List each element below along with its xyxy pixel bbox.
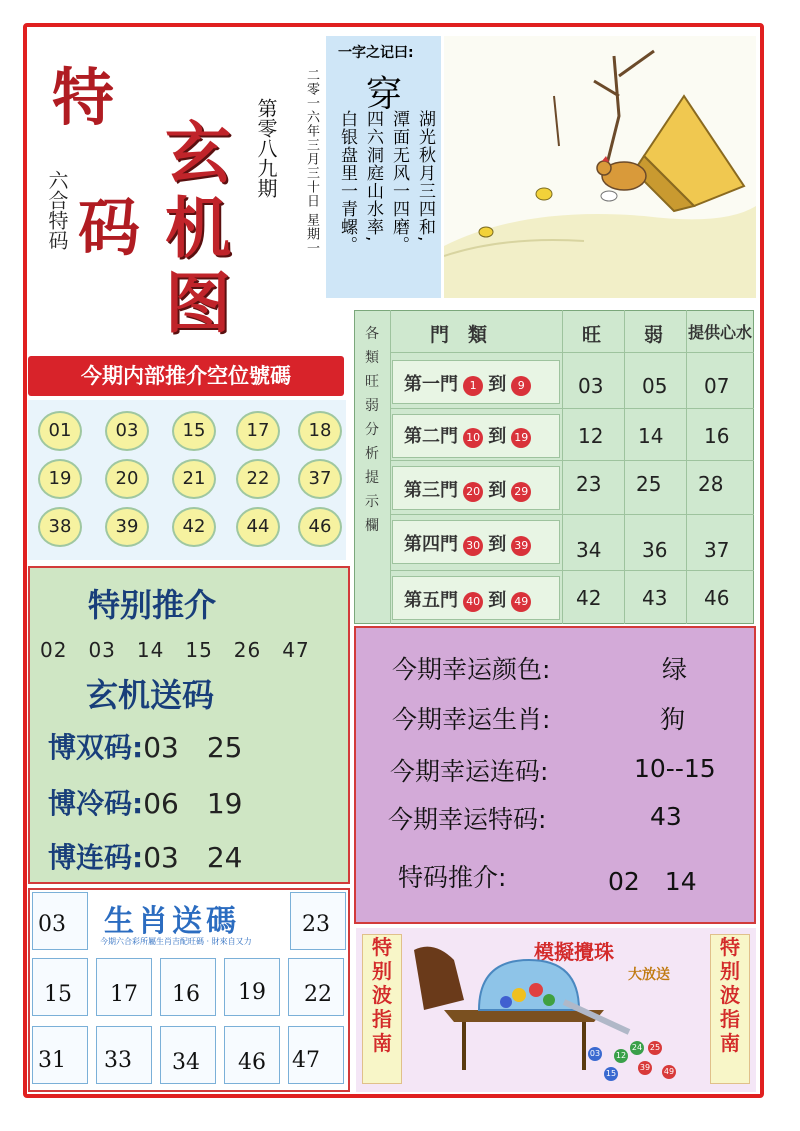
door-label: 第二門: [404, 426, 458, 447]
lottery-ball: 24: [630, 1041, 644, 1055]
poem-heading: 一字之记曰:: [338, 45, 414, 61]
guide-left-label: 特别波指南: [362, 934, 402, 1084]
te-tuijie-label: 特码推介:: [398, 863, 507, 892]
zodiac-number: 47: [292, 1048, 320, 1073]
title-tu: 图: [165, 264, 231, 342]
poem-lines: [337, 110, 438, 300]
number-ball: 01: [38, 411, 82, 451]
header-wang: 旺: [582, 324, 602, 346]
lucky-zodiac-value: 狗: [660, 705, 686, 734]
row-label: 博双码:: [48, 731, 144, 764]
side-char: 提: [365, 470, 379, 486]
zodiac-number: 33: [104, 1048, 132, 1073]
lucky-color-label: 今期幸运颜色:: [392, 655, 551, 684]
from-ball: 40: [463, 592, 483, 612]
door-label: 第五門: [404, 590, 458, 611]
lottery-ball: 25: [648, 1041, 662, 1055]
guide-subtitle: 大放送: [628, 967, 670, 983]
dao-text: 到: [488, 374, 507, 395]
table-divider: [390, 408, 754, 409]
dao-text: 到: [488, 534, 507, 555]
wang-value: 34: [576, 538, 602, 562]
door-row-label: [404, 476, 531, 502]
lucky-lian-label: 今期幸运连码:: [390, 757, 549, 786]
to-ball: 9: [511, 376, 531, 396]
lottery-ball: 49: [662, 1065, 676, 1079]
number-ball: 17: [236, 411, 280, 451]
title-xuan: 玄: [165, 114, 231, 192]
dao-text: 到: [488, 480, 507, 501]
ruo-value: 43: [642, 586, 668, 610]
lucky-lian-value: 10--15: [634, 754, 716, 783]
table-divider: [624, 310, 625, 624]
number-ball: 39: [105, 507, 149, 547]
from-ball: 20: [463, 482, 483, 502]
zodiac-number: 15: [44, 982, 72, 1007]
header-ruo: 弱: [644, 324, 664, 346]
side-char: 析: [365, 446, 379, 462]
number-ball: 15: [172, 411, 216, 451]
door-row-label: [404, 530, 531, 556]
table-divider: [390, 460, 754, 461]
poem-line: 潭面无风一四磨。: [389, 110, 409, 254]
chicken-illustration: [444, 36, 756, 298]
table-divider: [390, 352, 754, 353]
table-divider: [562, 310, 563, 624]
row-value: 03 25: [143, 731, 243, 764]
lottery-ball: 15: [604, 1067, 618, 1081]
zodiac-title: 生肖送碼: [104, 904, 240, 939]
recommend-title: 今期内部推介空位號碼: [81, 364, 291, 388]
from-ball: 1: [463, 376, 483, 396]
wang-value: 03: [578, 374, 604, 398]
lottery-ball: 03: [588, 1047, 602, 1061]
tip-value: 07: [704, 374, 730, 398]
wang-value: 23: [576, 472, 602, 496]
lucky-zodiac-label: 今期幸运生肖:: [392, 705, 551, 734]
ruo-value: 36: [642, 538, 668, 562]
to-ball: 29: [511, 482, 531, 502]
door-row-label: [404, 422, 531, 448]
te-tuijie-value: 02 14: [608, 867, 697, 896]
zodiac-number: 22: [304, 982, 332, 1007]
from-ball: 10: [463, 428, 483, 448]
door-row-label: [404, 586, 531, 612]
header-tip: 提供心水: [688, 323, 753, 342]
table-divider: [390, 514, 754, 515]
zodiac-number: 46: [238, 1050, 266, 1075]
side-char: 示: [365, 494, 379, 510]
issue-number: 第零八九期: [254, 98, 278, 198]
door-label: 第一門: [404, 374, 458, 395]
poem-line: 四六洞庭山水率,: [363, 110, 383, 243]
door-row-label: [404, 370, 531, 396]
side-char: 分: [365, 422, 379, 438]
liuhe-label: 六合特码: [45, 170, 69, 250]
number-ball: 38: [38, 507, 82, 547]
row-label: 博冷码:: [48, 787, 144, 820]
side-char: 弱: [365, 398, 379, 414]
side-char: 類: [365, 350, 379, 366]
guide-right-label: 特别波指南: [710, 934, 750, 1084]
number-ball: 37: [298, 459, 342, 499]
zodiac-number: 03: [38, 912, 66, 937]
to-ball: 19: [511, 428, 531, 448]
lucky-te-label: 今期幸运特码:: [388, 805, 547, 834]
door-side-label: [362, 322, 382, 538]
from-ball: 30: [463, 536, 483, 556]
bo-leng-row: [48, 782, 242, 822]
lottery-ball: 39: [638, 1061, 652, 1075]
table-divider: [686, 310, 687, 624]
ruo-value: 14: [638, 424, 664, 448]
issue-date: 二零一六年三月三十日 星期一: [304, 68, 319, 256]
number-ball: 46: [298, 507, 342, 547]
lottery-machine-icon: [404, 940, 704, 1090]
side-char: 旺: [365, 374, 379, 390]
number-ball: 22: [236, 459, 280, 499]
zodiac-subtitle: 今期六合彩所屬生肖吉配旺碼 · 財來自又力: [100, 937, 252, 946]
number-ball: 19: [38, 459, 82, 499]
ruo-value: 25: [636, 472, 662, 496]
tip-value: 16: [704, 424, 730, 448]
door-label: 第三門: [404, 480, 458, 501]
poem-line: 湖光秋月三四和,: [415, 110, 435, 243]
title-te: 特: [52, 61, 115, 134]
special-numbers: 02 03 14 15 26 47: [40, 638, 310, 662]
number-ball: 44: [236, 507, 280, 547]
hen-and-chicks-icon: [444, 36, 756, 298]
number-ball: 03: [105, 411, 149, 451]
bo-lian-row: [48, 836, 242, 876]
poem-character: 穿: [366, 74, 403, 115]
zodiac-number: 23: [302, 912, 330, 937]
zodiac-number: 16: [172, 982, 200, 1007]
side-char: 欄: [365, 518, 379, 534]
number-ball: 20: [105, 459, 149, 499]
zodiac-number: 17: [110, 982, 138, 1007]
side-char: 各: [365, 326, 379, 342]
tip-value: 46: [704, 586, 730, 610]
number-ball: 42: [172, 507, 216, 547]
bo-shuang-row: [48, 726, 242, 766]
wang-value: 42: [576, 586, 602, 610]
zodiac-number: 19: [238, 980, 266, 1005]
row-label: 博连码:: [48, 841, 144, 874]
ruo-value: 05: [642, 374, 668, 398]
to-ball: 39: [511, 536, 531, 556]
wang-value: 12: [578, 424, 604, 448]
table-divider: [390, 310, 391, 624]
xuanji-title: 玄机送码: [86, 676, 215, 714]
tip-value: 28: [698, 472, 724, 496]
lucky-te-value: 43: [650, 802, 682, 831]
dao-text: 到: [488, 590, 507, 611]
zodiac-number: 34: [172, 1050, 200, 1075]
zodiac-number: 31: [38, 1048, 66, 1073]
door-label: 第四門: [404, 534, 458, 555]
header-door-type: 門 類: [430, 324, 488, 346]
guide-title: 模擬攪珠: [534, 940, 614, 964]
special-title: 特别推介: [88, 586, 217, 624]
tip-value: 37: [704, 538, 730, 562]
lucky-color-value: 绿: [662, 655, 688, 684]
title-ji: 机: [165, 189, 231, 267]
title-ma: 码: [78, 191, 141, 264]
number-ball: 18: [298, 411, 342, 451]
row-value: 03 24: [143, 841, 243, 874]
table-divider: [390, 570, 754, 571]
row-value: 06 19: [143, 787, 243, 820]
poem-line: 白银盘里一青螺。: [337, 110, 357, 254]
to-ball: 49: [511, 592, 531, 612]
lottery-ball: 12: [614, 1049, 628, 1063]
number-ball: 21: [172, 459, 216, 499]
dao-text: 到: [488, 426, 507, 447]
